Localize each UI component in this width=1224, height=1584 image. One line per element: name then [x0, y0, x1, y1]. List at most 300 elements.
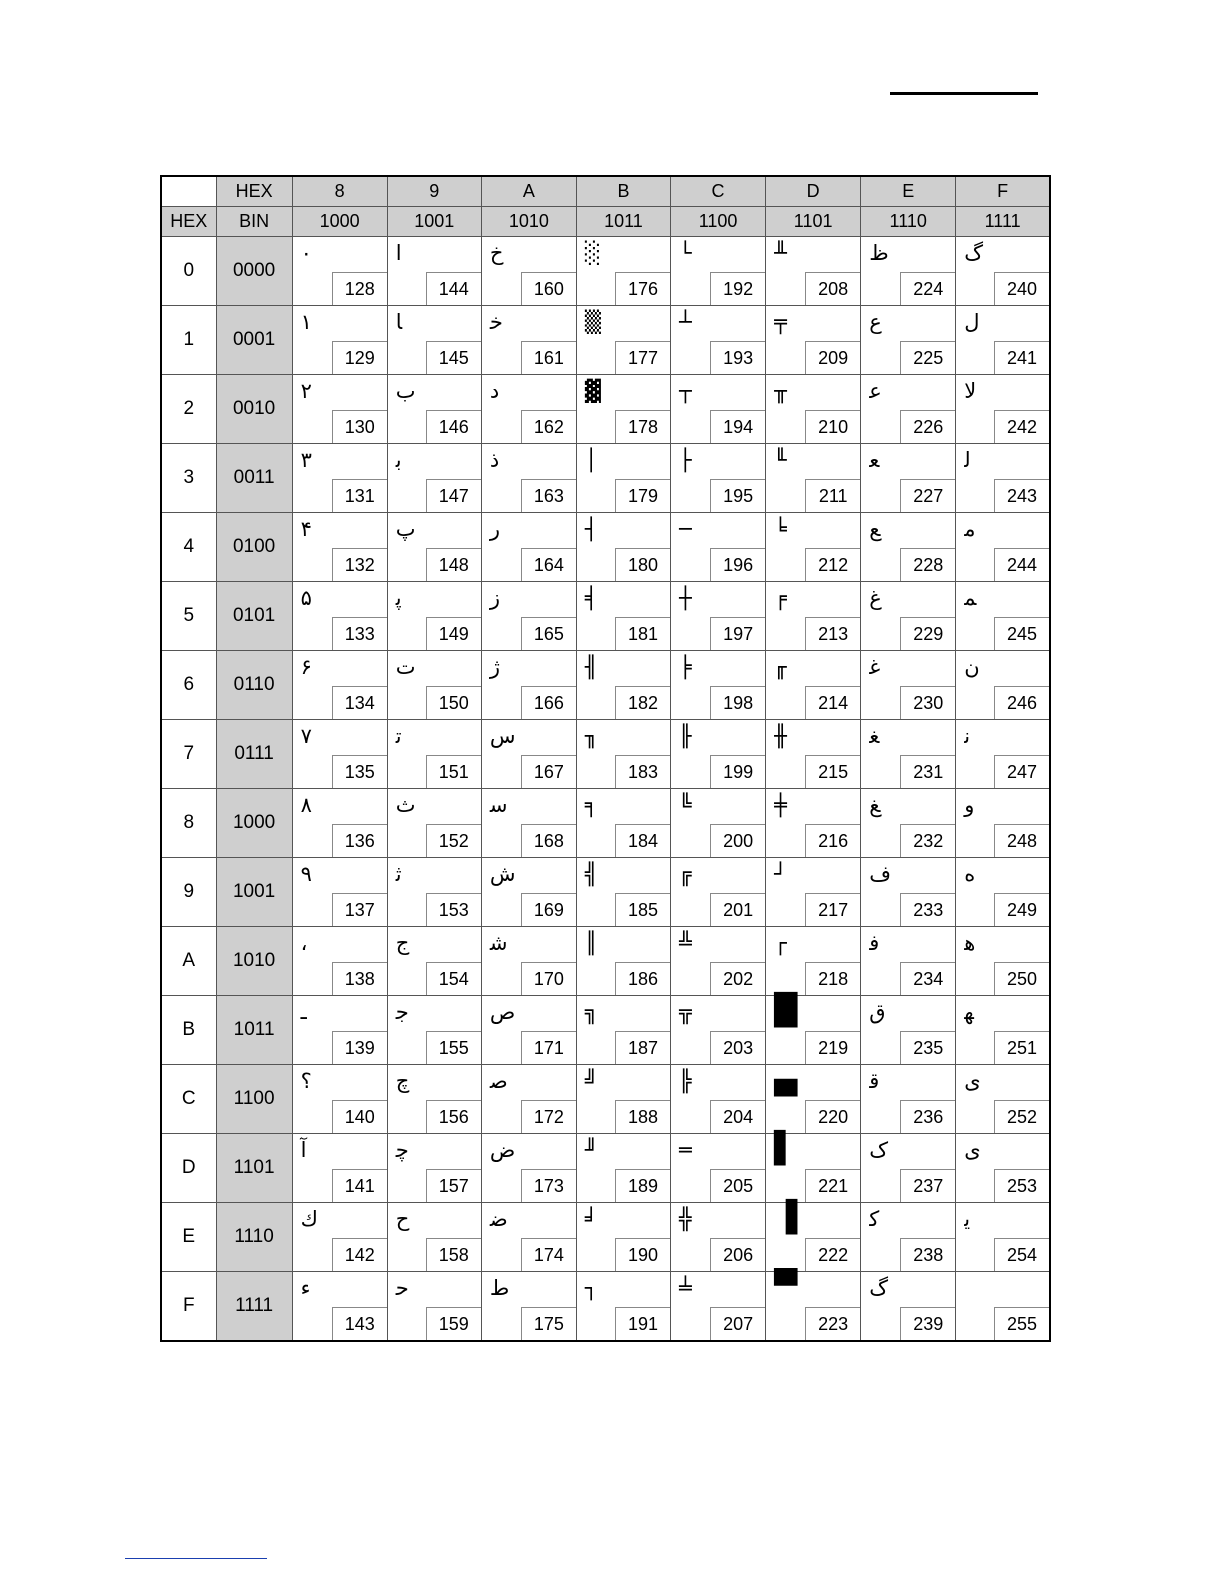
char-cell [576, 374, 670, 443]
column-bin: 1011 [576, 207, 670, 237]
char-cell [387, 995, 481, 1064]
char-code: 224 [900, 272, 955, 305]
char-cell [481, 1064, 576, 1133]
row-hex: 7 [161, 719, 216, 788]
column-hex: C [671, 176, 766, 207]
char-glyph: ┘ [774, 861, 787, 886]
char-glyph: ج [395, 930, 410, 955]
char-code: 136 [332, 824, 387, 857]
char-glyph: ║ [584, 930, 598, 955]
column-bin: 1001 [387, 207, 481, 237]
header-row-bin [161, 207, 1050, 237]
char-glyph: ﺎ [395, 309, 403, 334]
char-cell [671, 719, 766, 788]
row-bin: 0010 [216, 374, 292, 443]
char-cell [956, 650, 1050, 719]
char-code: 232 [900, 824, 955, 857]
table-row [161, 788, 1050, 857]
char-cell [671, 512, 766, 581]
char-cell [861, 305, 956, 374]
char-glyph: ╤ [774, 309, 787, 334]
char-glyph: ﭘ [395, 585, 402, 610]
char-cell [481, 305, 576, 374]
column-hex: A [481, 176, 576, 207]
char-code: 218 [805, 962, 860, 995]
char-code: 128 [332, 272, 387, 305]
char-code: 141 [332, 1169, 387, 1202]
char-glyph: ش [489, 861, 516, 886]
char-glyph: ت [395, 654, 416, 679]
char-code: 212 [805, 548, 860, 581]
char-code: 235 [900, 1031, 955, 1064]
char-cell [766, 1199, 861, 1271]
char-glyph: ﻗ [869, 1068, 880, 1093]
char-glyph: ┤ [584, 516, 598, 541]
char-glyph: ﻋ [869, 378, 882, 403]
char-cell [956, 305, 1050, 374]
row-hex: E [161, 1202, 216, 1271]
char-glyph: ├ [679, 447, 692, 472]
char-code: 166 [521, 686, 576, 719]
char-code: 198 [710, 686, 765, 719]
char-glyph: ╙ [774, 447, 787, 472]
char-cell [292, 719, 387, 788]
char-glyph: ﻎ [869, 792, 881, 817]
char-code: 241 [994, 341, 1049, 374]
char-glyph: ▄ [774, 1061, 798, 1097]
char-glyph: ﺿ [489, 1206, 508, 1231]
char-glyph: ف [869, 861, 891, 886]
table-row [161, 995, 1050, 1064]
char-code: 182 [615, 686, 670, 719]
char-cell [576, 1202, 670, 1271]
char-glyph: ث [395, 792, 416, 817]
row-hex: 0 [161, 237, 216, 306]
char-cell [671, 237, 766, 306]
char-glyph: ╗ [584, 999, 598, 1024]
char-glyph: ﺗ [395, 723, 402, 748]
char-cell [576, 1064, 670, 1133]
char-glyph: ╜ [584, 1137, 598, 1162]
char-code: 197 [710, 617, 765, 650]
char-cell [292, 581, 387, 650]
char-glyph: │ [584, 447, 598, 472]
char-code: 220 [805, 1100, 860, 1133]
char-glyph: ٩ [300, 861, 312, 886]
char-code: 195 [710, 479, 765, 512]
char-glyph: ╬ [679, 1206, 692, 1231]
char-code: 184 [615, 824, 670, 857]
table-row [161, 926, 1050, 995]
char-glyph: ر [489, 516, 500, 541]
char-cell [481, 719, 576, 788]
char-code: 199 [710, 755, 765, 788]
column-hex: 8 [292, 176, 387, 207]
char-cell [861, 857, 956, 926]
char-cell [576, 719, 670, 788]
char-glyph: ٣ [300, 447, 312, 472]
char-glyph: خ [489, 241, 504, 265]
char-code: 213 [805, 617, 860, 650]
char-cell [387, 374, 481, 443]
char-cell [387, 926, 481, 995]
char-cell [861, 719, 956, 788]
char-glyph: ╥ [774, 378, 787, 403]
char-cell [481, 374, 576, 443]
char-glyph: └ [679, 241, 692, 265]
char-glyph: ۴ [300, 516, 312, 541]
char-cell [861, 1133, 956, 1202]
char-code: 203 [710, 1031, 765, 1064]
char-glyph: ﺧ [489, 309, 503, 334]
char-glyph: پ [395, 516, 416, 541]
char-glyph: ا [395, 241, 402, 265]
char-code: 133 [332, 617, 387, 650]
char-cell [387, 512, 481, 581]
char-glyph: ه [964, 861, 976, 886]
char-code: 226 [900, 410, 955, 443]
char-code: 165 [521, 617, 576, 650]
bottom-link-rule [125, 1558, 267, 1559]
char-code: 219 [805, 1031, 860, 1064]
char-code: 246 [994, 686, 1049, 719]
char-glyph: ╞ [679, 654, 692, 679]
table-row [161, 1271, 1050, 1341]
char-code: 146 [426, 410, 481, 443]
char-cell [861, 374, 956, 443]
char-cell [576, 581, 670, 650]
char-glyph: ┌ [774, 930, 787, 955]
char-glyph: ص [489, 999, 516, 1024]
char-cell [481, 788, 576, 857]
char-cell [766, 1130, 861, 1202]
char-code: 202 [710, 962, 765, 995]
header-row-hex [161, 176, 1050, 207]
char-code: 228 [900, 548, 955, 581]
column-bin: 1010 [481, 207, 576, 237]
char-glyph: غ [869, 585, 882, 610]
table-row [161, 719, 1050, 788]
char-glyph: ╫ [774, 723, 787, 748]
row-bin: 0101 [216, 581, 292, 650]
char-cell [387, 719, 481, 788]
char-code: 187 [615, 1031, 670, 1064]
char-code: 150 [426, 686, 481, 719]
table-row [161, 581, 1050, 650]
char-glyph: ۵ [300, 585, 312, 610]
char-glyph: ▌ [774, 1130, 798, 1166]
char-glyph: ﻧ [964, 723, 971, 748]
char-glyph: ﻌ [869, 447, 880, 472]
char-code: 162 [521, 410, 576, 443]
char-code: 149 [426, 617, 481, 650]
char-code: 210 [805, 410, 860, 443]
row-bin-label: BIN [216, 207, 292, 237]
char-cell [292, 443, 387, 512]
char-glyph: ┼ [679, 585, 692, 610]
char-cell [576, 1133, 670, 1202]
char-code: 245 [994, 617, 1049, 650]
char-code: 144 [426, 272, 481, 305]
char-cell [766, 443, 861, 512]
char-glyph: ﺑ [395, 447, 402, 472]
char-cell [671, 650, 766, 719]
char-code: 135 [332, 755, 387, 788]
row-hex: 9 [161, 857, 216, 926]
char-cell [387, 237, 481, 306]
char-cell [956, 788, 1050, 857]
char-glyph: ط [489, 1275, 510, 1300]
char-code: 244 [994, 548, 1049, 581]
char-code: 237 [900, 1169, 955, 1202]
char-cell [956, 1133, 1050, 1202]
char-cell [387, 1064, 481, 1133]
char-cell [292, 926, 387, 995]
row-bin: 1010 [216, 926, 292, 995]
char-code: 243 [994, 479, 1049, 512]
char-code: 242 [994, 410, 1049, 443]
char-cell [387, 443, 481, 512]
char-code: 143 [332, 1307, 387, 1340]
char-cell [292, 857, 387, 926]
char-code: 145 [426, 341, 481, 374]
char-code: 229 [900, 617, 955, 650]
char-glyph: ╒ [774, 585, 787, 610]
char-code: 238 [900, 1238, 955, 1271]
char-cell [576, 1271, 670, 1341]
row-bin: 1001 [216, 857, 292, 926]
char-glyph: ء [300, 1275, 311, 1300]
char-glyph: ﻤ [964, 585, 977, 610]
char-glyph: ﺣ [395, 1275, 409, 1300]
char-cell [766, 719, 861, 788]
char-cell [387, 788, 481, 857]
char-glyph: ز [489, 585, 500, 610]
char-cell [956, 857, 1050, 926]
char-cell [956, 581, 1050, 650]
char-code: 170 [521, 962, 576, 995]
char-code: 152 [426, 824, 481, 857]
char-code: 140 [332, 1100, 387, 1133]
char-cell [956, 237, 1050, 306]
char-cell [861, 1202, 956, 1271]
char-glyph: ▓ [584, 378, 602, 403]
char-glyph: ╚ [679, 792, 692, 817]
char-glyph: ╕ [584, 792, 598, 817]
char-glyph: ─ [679, 516, 692, 541]
char-code: 253 [994, 1169, 1049, 1202]
char-code: 157 [426, 1169, 481, 1202]
char-glyph: ﺷ [489, 930, 508, 955]
char-cell [766, 857, 861, 926]
char-code: 196 [710, 548, 765, 581]
char-code: 161 [521, 341, 576, 374]
char-code: 156 [426, 1100, 481, 1133]
char-glyph: ╡ [584, 585, 598, 610]
char-glyph: ، [300, 930, 308, 955]
char-cell [956, 719, 1050, 788]
char-cell [671, 1064, 766, 1133]
char-code: 173 [521, 1169, 576, 1202]
char-cell [292, 1064, 387, 1133]
char-glyph: ▀ [774, 1268, 798, 1304]
char-code: 192 [710, 272, 765, 305]
char-code: 207 [710, 1307, 765, 1340]
char-cell [956, 926, 1050, 995]
char-code: 130 [332, 410, 387, 443]
char-cell [292, 512, 387, 581]
char-glyph: ی [964, 1068, 981, 1093]
column-hex: F [956, 176, 1050, 207]
char-code: 168 [521, 824, 576, 857]
top-rule [890, 92, 1038, 95]
row-hex: 3 [161, 443, 216, 512]
char-glyph: ﻟ [964, 447, 971, 472]
char-cell [671, 374, 766, 443]
char-cell [766, 650, 861, 719]
row-bin: 0111 [216, 719, 292, 788]
char-code: 185 [615, 893, 670, 926]
char-code: 175 [521, 1307, 576, 1340]
char-glyph: گ [869, 1275, 888, 1300]
char-code: 163 [521, 479, 576, 512]
char-glyph: ╔ [679, 861, 692, 886]
char-cell [861, 926, 956, 995]
char-cell [956, 995, 1050, 1064]
char-code: 193 [710, 341, 765, 374]
column-hex: 9 [387, 176, 481, 207]
char-glyph: ═ [679, 1137, 692, 1162]
row-bin: 1100 [216, 1064, 292, 1133]
char-cell [861, 788, 956, 857]
char-cell [671, 1271, 766, 1341]
char-glyph: ﺟ [395, 999, 409, 1024]
char-cell [671, 926, 766, 995]
column-bin: 1111 [956, 207, 1050, 237]
char-glyph: ﻐ [869, 723, 880, 748]
char-code: 249 [994, 893, 1049, 926]
char-code: 204 [710, 1100, 765, 1133]
row-hex: 4 [161, 512, 216, 581]
char-code: 137 [332, 893, 387, 926]
column-hex: D [766, 176, 861, 207]
char-cell [576, 237, 670, 306]
char-code: 178 [615, 410, 670, 443]
char-glyph: ┴ [679, 309, 692, 334]
char-cell [766, 374, 861, 443]
char-glyph: ک [869, 1137, 888, 1162]
table-row [161, 305, 1050, 374]
char-code: 186 [615, 962, 670, 995]
char-code: 247 [994, 755, 1049, 788]
char-glyph: █ [774, 992, 798, 1028]
char-glyph: ╨ [774, 241, 787, 265]
char-glyph: ﯾ [964, 1206, 971, 1231]
char-code: 240 [994, 272, 1049, 305]
char-code: 250 [994, 962, 1049, 995]
column-bin: 1100 [671, 207, 766, 237]
char-glyph: ض [489, 1137, 516, 1162]
char-code: 221 [805, 1169, 860, 1202]
char-glyph: ل [964, 309, 980, 334]
row-bin: 0001 [216, 305, 292, 374]
row-bin: 0100 [216, 512, 292, 581]
char-glyph: ٧ [300, 723, 312, 748]
table-row [161, 237, 1050, 306]
char-glyph: ٠ [300, 241, 312, 265]
char-cell [861, 1064, 956, 1133]
row-hex: 8 [161, 788, 216, 857]
char-glyph: لا [964, 378, 977, 403]
row-hex: C [161, 1064, 216, 1133]
code-page-body [161, 237, 1050, 1342]
char-code: 181 [615, 617, 670, 650]
char-code: 180 [615, 548, 670, 581]
char-cell [576, 926, 670, 995]
char-code: 188 [615, 1100, 670, 1133]
char-glyph: ╟ [679, 723, 692, 748]
char-code: 189 [615, 1169, 670, 1202]
char-cell [671, 857, 766, 926]
char-glyph: ك [300, 1206, 318, 1231]
row-bin: 1101 [216, 1133, 292, 1202]
char-code: 160 [521, 272, 576, 305]
char-glyph: ╢ [584, 654, 598, 679]
row-hex: D [161, 1133, 216, 1202]
column-bin: 1101 [766, 207, 861, 237]
char-cell [671, 788, 766, 857]
char-code: 153 [426, 893, 481, 926]
char-code: 223 [805, 1307, 860, 1340]
char-cell [481, 512, 576, 581]
char-cell [861, 237, 956, 306]
char-glyph: گ [964, 241, 984, 265]
char-cell [292, 995, 387, 1064]
char-glyph: ﻫ [964, 930, 976, 955]
char-cell [861, 650, 956, 719]
char-cell [861, 995, 956, 1064]
char-cell [766, 788, 861, 857]
char-cell [861, 512, 956, 581]
char-cell [387, 1271, 481, 1341]
char-cell [766, 581, 861, 650]
char-code: 230 [900, 686, 955, 719]
char-code: 159 [426, 1307, 481, 1340]
char-code: 169 [521, 893, 576, 926]
char-code: 167 [521, 755, 576, 788]
row-hex: 1 [161, 305, 216, 374]
char-cell [576, 512, 670, 581]
char-cell [766, 237, 861, 306]
char-glyph: ╩ [679, 930, 692, 955]
char-cell [576, 650, 670, 719]
char-cell [481, 995, 576, 1064]
char-cell [387, 1202, 481, 1271]
char-code: 248 [994, 824, 1049, 857]
char-cell [671, 443, 766, 512]
char-cell [671, 1202, 766, 1271]
char-glyph: ╪ [774, 792, 787, 817]
char-glyph: ٢ [300, 378, 312, 403]
char-glyph: ١ [300, 309, 312, 334]
table-row [161, 443, 1050, 512]
char-code: 177 [615, 341, 670, 374]
char-code: 147 [426, 479, 481, 512]
row-hex: 5 [161, 581, 216, 650]
row-bin: 1011 [216, 995, 292, 1064]
char-glyph: ▐ [774, 1199, 798, 1235]
char-cell [576, 857, 670, 926]
